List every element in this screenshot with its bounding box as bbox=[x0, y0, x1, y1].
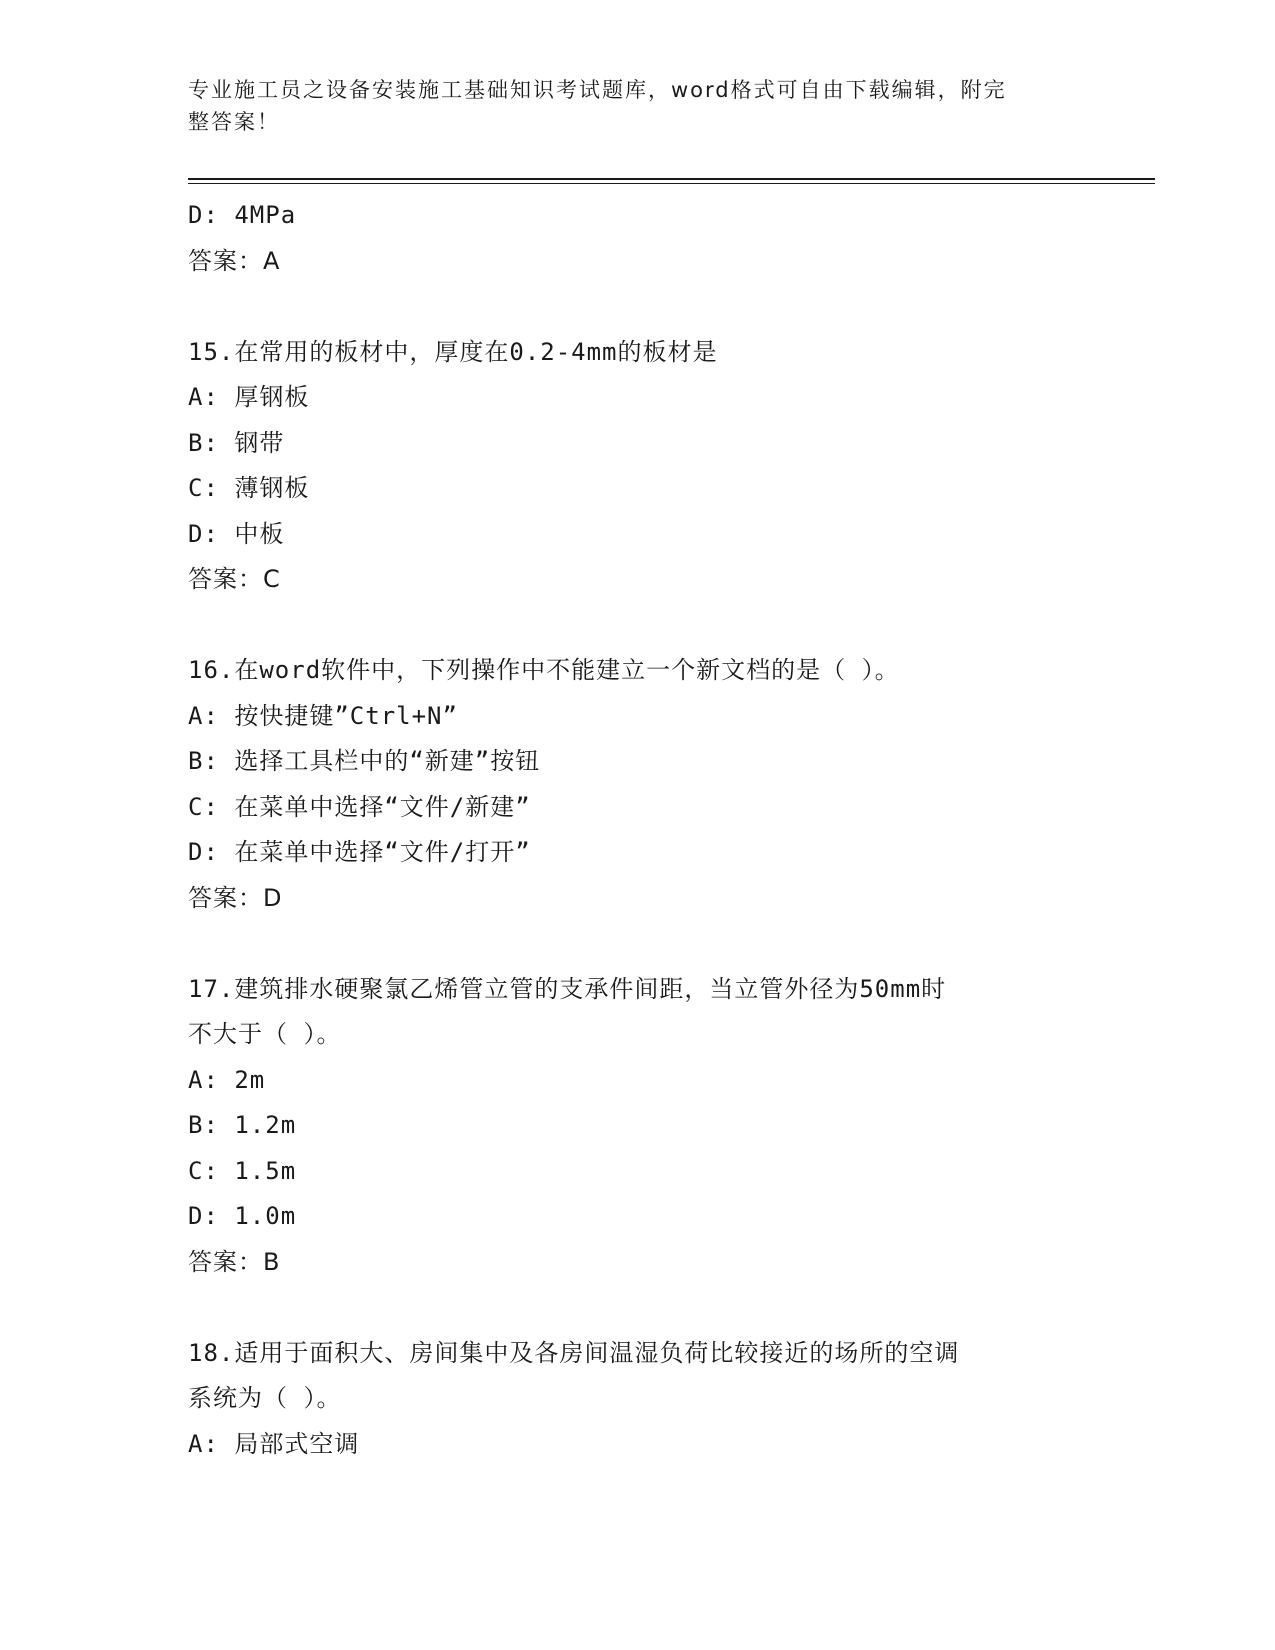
question-item bbox=[188, 1331, 1088, 1468]
option-b: B: 1.2m bbox=[188, 1111, 297, 1139]
question-text: 16.在word软件中，下列操作中不能建立一个新文档的是（ ）。 bbox=[188, 656, 900, 684]
option-d: D: 1.0m bbox=[188, 1202, 297, 1230]
header-divider-thick bbox=[188, 178, 1155, 180]
option-c: C: 薄钢板 bbox=[188, 474, 310, 502]
document-header bbox=[188, 74, 1068, 138]
question-text-line-1: 18.适用于面积大、房间集中及各房间温湿负荷比较接近的场所的空调 bbox=[188, 1338, 960, 1367]
answer-line: 答案：B bbox=[188, 1247, 281, 1276]
answer-line: 答案：A bbox=[188, 246, 281, 275]
question-text: 15.在常用的板材中，厚度在0.2-4mm的板材是 bbox=[188, 337, 718, 366]
question-list bbox=[188, 193, 1088, 1467]
option-a: A: 局部式空调 bbox=[188, 1429, 360, 1458]
spacer bbox=[188, 1285, 1088, 1331]
option-c: C: 1.5m bbox=[188, 1156, 297, 1185]
spacer bbox=[188, 603, 1088, 649]
option-d: D: 在菜单中选择“文件/打开” bbox=[188, 838, 531, 866]
question-text-line-2: 系统为（ ）。 bbox=[188, 1384, 342, 1412]
answer-line: 答案：D bbox=[188, 883, 283, 912]
spacer bbox=[188, 284, 1088, 330]
option-d: D: 中板 bbox=[188, 519, 285, 548]
question-text-line-1: 17.建筑排水硬聚氯乙烯管立管的支承件间距，当立管外径为50mm时 bbox=[188, 974, 947, 1003]
answer-line: 答案：C bbox=[188, 565, 281, 593]
question-item bbox=[188, 648, 1088, 921]
option-b: B: 钢带 bbox=[188, 428, 285, 457]
option-a: A: 厚钢板 bbox=[188, 383, 310, 411]
question-item bbox=[188, 967, 1088, 1286]
option-a: A: 2m bbox=[188, 1065, 266, 1094]
option-b: B: 选择工具栏中的“新建”按钮 bbox=[188, 747, 541, 775]
option-c: C: 在菜单中选择“文件/新建” bbox=[188, 792, 531, 821]
option-a: A: 按快捷键”Ctrl+N” bbox=[188, 701, 458, 730]
question-text-line-2: 不大于（ ）。 bbox=[188, 1020, 342, 1048]
header-line-1: 专业施工员之设备安装施工基础知识考试题库，word格式可自由下载编辑，附完 bbox=[188, 78, 1007, 102]
header-line-2: 整答案！ bbox=[188, 110, 280, 134]
question-item bbox=[188, 330, 1088, 603]
header-divider-thin bbox=[188, 183, 1155, 184]
spacer bbox=[188, 921, 1088, 967]
option-d: D: 4MPa bbox=[188, 201, 297, 229]
